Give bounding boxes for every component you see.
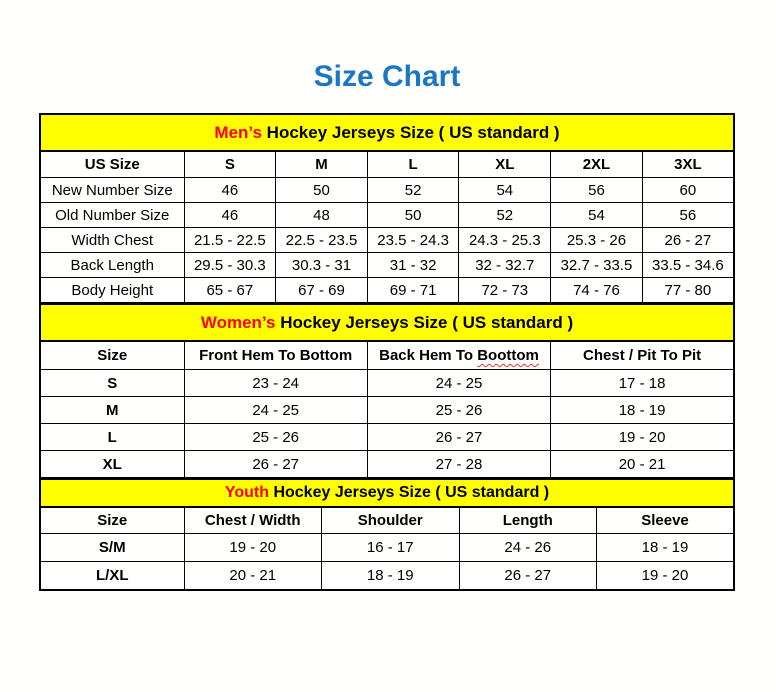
youth-cell: 19 - 20	[184, 534, 322, 562]
mens-column-header-row	[40, 151, 734, 178]
womens-size-table	[39, 303, 735, 479]
womens-col-chest: Chest / Pit To Pit	[551, 341, 734, 370]
mens-cell: 50	[276, 178, 368, 203]
mens-cell: 32.7 - 33.5	[551, 253, 643, 278]
mens-cell: 48	[276, 203, 368, 228]
womens-cell: 25 - 26	[184, 424, 367, 451]
mens-cell: 54	[459, 178, 551, 203]
page-title: Size Chart	[313, 60, 461, 93]
table-row	[40, 203, 734, 228]
youth-cell: 18 - 19	[597, 534, 735, 562]
mens-cell: 54	[551, 203, 643, 228]
youth-cell: 18 - 19	[322, 562, 460, 591]
table-row	[40, 278, 734, 304]
mens-section-header	[40, 114, 734, 151]
mens-section-text: Hockey Jerseys Size ( US standard )	[261, 122, 560, 142]
table-row	[40, 424, 734, 451]
mens-size-table	[39, 113, 735, 304]
mens-cell: 32 - 32.7	[459, 253, 551, 278]
mens-cell: 29.5 - 30.3	[184, 253, 276, 278]
content-wrap	[39, 60, 735, 591]
womens-row-label: S	[40, 370, 184, 397]
mens-cell: 65 - 67	[184, 278, 276, 304]
mens-cell: 50	[367, 203, 459, 228]
mens-cell: 22.5 - 23.5	[276, 228, 368, 253]
womens-col-size: Size	[40, 341, 184, 370]
mens-row-label: Back Length	[40, 253, 184, 278]
youth-cell: 20 - 21	[184, 562, 322, 591]
womens-cell: 26 - 27	[184, 451, 367, 479]
mens-row-label: Body Height	[40, 278, 184, 304]
mens-section-highlight: Men’s	[214, 122, 262, 142]
table-row	[40, 562, 734, 591]
mens-cell: 25.3 - 26	[551, 228, 643, 253]
youth-cell: 24 - 26	[459, 534, 597, 562]
mens-cell: 23.5 - 24.3	[367, 228, 459, 253]
table-row	[40, 397, 734, 424]
womens-section-text: Hockey Jerseys Size ( US standard )	[275, 312, 574, 332]
youth-col-size: Size	[40, 507, 184, 534]
mens-cell: 60	[642, 178, 734, 203]
table-row	[40, 451, 734, 479]
table-row	[40, 534, 734, 562]
womens-row-label: M	[40, 397, 184, 424]
mens-cell: 56	[642, 203, 734, 228]
womens-cell: 17 - 18	[551, 370, 734, 397]
womens-col-back-hem	[367, 341, 550, 370]
womens-col-back-hem-misspelled: Boottom	[477, 347, 539, 364]
mens-cell: 52	[367, 178, 459, 203]
mens-col-l: L	[367, 151, 459, 178]
womens-section-row	[40, 304, 734, 341]
youth-col-chest-width: Chest / Width	[184, 507, 322, 534]
womens-row-label: XL	[40, 451, 184, 479]
youth-col-length: Length	[459, 507, 597, 534]
youth-section-header	[40, 479, 734, 507]
mens-col-xl: XL	[459, 151, 551, 178]
youth-col-shoulder: Shoulder	[322, 507, 460, 534]
mens-cell: 52	[459, 203, 551, 228]
youth-cell: 16 - 17	[322, 534, 460, 562]
youth-section-highlight: Youth	[224, 484, 269, 501]
mens-col-3xl: 3XL	[642, 151, 734, 178]
womens-cell: 18 - 19	[551, 397, 734, 424]
table-row	[40, 253, 734, 278]
womens-section-header	[40, 304, 734, 341]
youth-col-sleeve: Sleeve	[597, 507, 735, 534]
youth-section-row	[40, 479, 734, 507]
mens-cell: 30.3 - 31	[276, 253, 368, 278]
mens-cell: 24.3 - 25.3	[459, 228, 551, 253]
table-row	[40, 178, 734, 203]
mens-cell: 72 - 73	[459, 278, 551, 304]
mens-cell: 33.5 - 34.6	[642, 253, 734, 278]
mens-col-us-size: US Size	[40, 151, 184, 178]
womens-section-highlight: Women’s	[200, 312, 276, 332]
womens-column-header-row	[40, 341, 734, 370]
womens-row-label: L	[40, 424, 184, 451]
table-row	[40, 228, 734, 253]
mens-cell: 46	[184, 178, 276, 203]
mens-cell: 31 - 32	[367, 253, 459, 278]
womens-col-front-hem: Front Hem To Bottom	[184, 341, 367, 370]
womens-cell: 25 - 26	[367, 397, 550, 424]
womens-cell: 24 - 25	[367, 370, 550, 397]
womens-cell: 20 - 21	[551, 451, 734, 479]
mens-cell: 69 - 71	[367, 278, 459, 304]
mens-cell: 74 - 76	[551, 278, 643, 304]
mens-col-m: M	[276, 151, 368, 178]
youth-size-table	[39, 478, 735, 591]
mens-cell: 26 - 27	[642, 228, 734, 253]
mens-row-label: Width Chest	[40, 228, 184, 253]
table-row	[40, 370, 734, 397]
mens-row-label: New Number Size	[40, 178, 184, 203]
womens-col-back-hem-pre: Back Hem To	[379, 347, 478, 364]
womens-cell: 24 - 25	[184, 397, 367, 424]
mens-section-row	[40, 114, 734, 151]
mens-col-2xl: 2XL	[551, 151, 643, 178]
mens-col-s: S	[184, 151, 276, 178]
youth-cell: 26 - 27	[459, 562, 597, 591]
mens-cell: 21.5 - 22.5	[184, 228, 276, 253]
womens-cell: 23 - 24	[184, 370, 367, 397]
youth-column-header-row	[40, 507, 734, 534]
womens-cell: 27 - 28	[367, 451, 550, 479]
youth-row-label: L/XL	[40, 562, 184, 591]
womens-cell: 19 - 20	[551, 424, 734, 451]
womens-cell: 26 - 27	[367, 424, 550, 451]
youth-section-text: Hockey Jerseys Size ( US standard )	[269, 484, 550, 501]
mens-cell: 56	[551, 178, 643, 203]
mens-cell: 67 - 69	[276, 278, 368, 304]
youth-row-label: S/M	[40, 534, 184, 562]
mens-cell: 46	[184, 203, 276, 228]
youth-cell: 19 - 20	[597, 562, 735, 591]
mens-cell: 77 - 80	[642, 278, 734, 304]
mens-row-label: Old Number Size	[40, 203, 184, 228]
